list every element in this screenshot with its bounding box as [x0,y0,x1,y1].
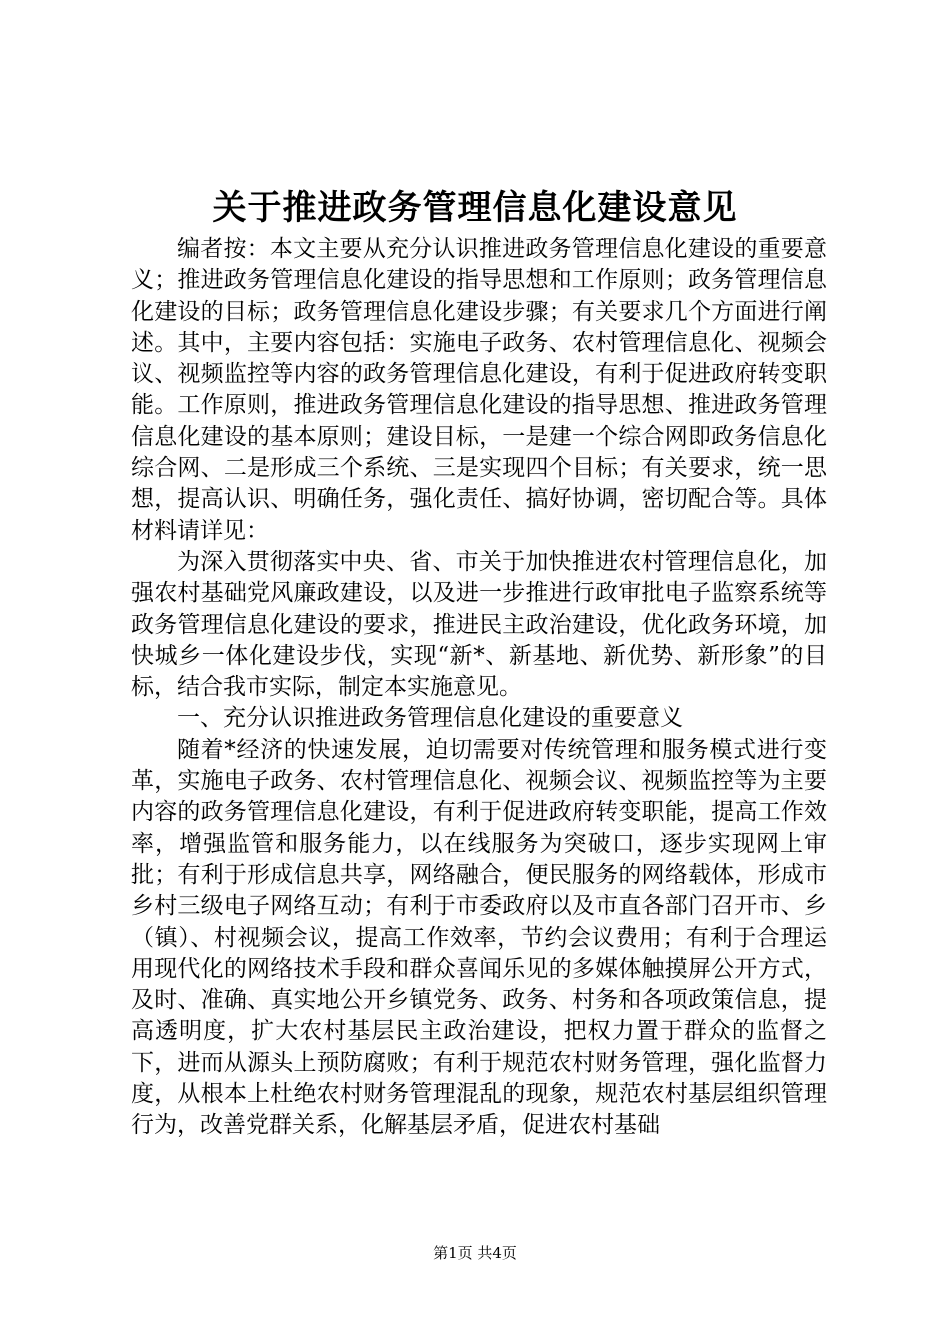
document-title: 关于推进政务管理信息化建设意见 [212,188,738,228]
intro-paragraph: 为深入贯彻落实中央、省、市关于加快推进农村管理信息化，加强农村基础党风廉政建设，以及进一步推进行政审批电子监察系统等政务管理信息化建设的要求，推进民主政治建设，优化政务环境，加快城乡一体化建设步伐，实现“新*、新基地、新优势、新形象”的目标，结合我市实际，制定本实施意见。 [131,548,827,701]
document-body [131,234,827,1142]
page-number-footer: 第1页 共4页 [433,1244,517,1262]
section-heading: 一、充分认识推进政务管理信息化建设的重要意义 [177,705,683,732]
section-paragraph: 随着*经济的快速发展，迫切需要对传统管理和服务模式进行变革，实施电子政务、农村管理信息化、视频会议、视频监控等为主要内容的政务管理信息化建设，有利于促进政府转变职能，提高工作效率，增强监管和服务能力，以在线服务为突破口，逐步实现网上审批；有利于形成信息共享，网络融合，便民服务的网络载体，形成市乡村三级电子网络互动；有利于市委政府以及市直各部门召开市、乡（镇）、村视频会议，提高工作效率，节约会议费用；有利于合理运用现代化的网络技术手段和群众喜闻乐见的多媒体触摸屏公开方式，及时、准确、真实地公开乡镇党务、政务、村务和各项政策信息，提高透明度，扩大农村基层民主政治建设，把权力置于群众的监督之下，进而从源头上预防腐败；有利于规范农村财务管理，强化监督力度，从根本上杜绝农村财务管理混乱的现象，规范农村基层组织管理行为，改善党群关系，化解基层矛盾，促进农村基础 [131,736,827,1139]
editor-note-paragraph: 编者按：本文主要从充分认识推进政务管理信息化建设的重要意义；推进政务管理信息化建设的指导思想和工作原则；政务管理信息化建设的目标；政务管理信息化建设步骤；有关要求几个方面进行阐述。其中，主要内容包括：实施电子政务、农村管理信息化、视频会议、视频监控等内容的政务管理信息化建设，有利于促进政府转变职能。工作原则，推进政务管理信息化建设的指导思想、推进政务管理信息化建设的基本原则；建设目标，一是建一个综合网即政务信息化综合网、二是形成三个系统、三是实现四个目标；有关要求，统一思想，提高认识、明确任务，强化责任、搞好协调，密切配合等。具体材料请详见： [131,236,827,544]
